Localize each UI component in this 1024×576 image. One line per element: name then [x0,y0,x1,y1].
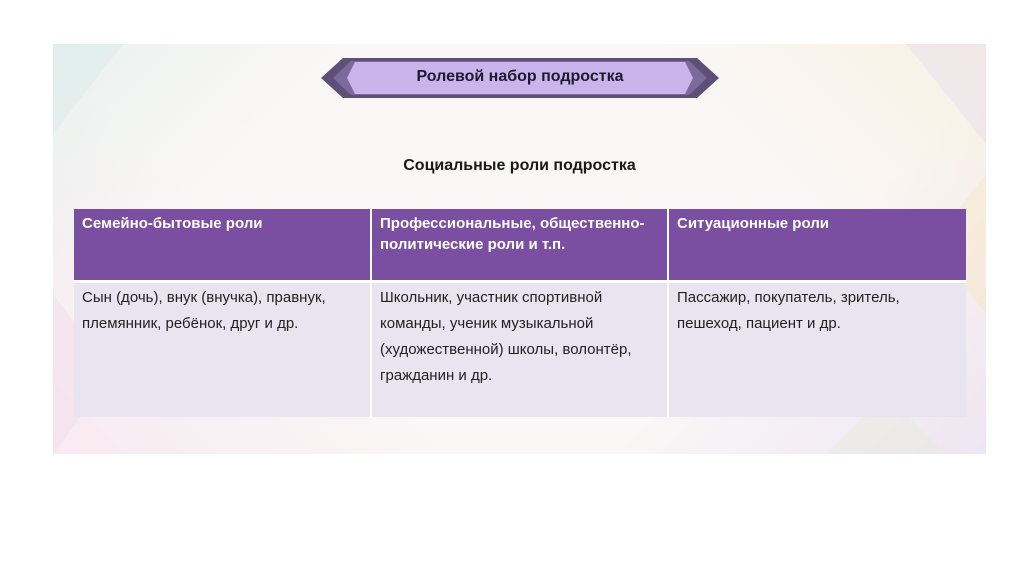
table-caption: Социальные роли подростка [403,157,636,174]
cell-professional-roles: Школьник, участник спортивной команды, ученик музыкальной (художественной) школы, волонтёр, гражданин и др. [371,281,668,417]
table-row [74,281,966,417]
cell-family-roles: Сын (дочь), внук (внучка), правнук, племянник, ребёнок, друг и др. [74,281,371,417]
header-professional-roles: Профессиональные, общественно-политические роли и т.п. [371,209,668,281]
slide-title: Ролевой набор подростка [416,68,624,85]
decor-triangle [53,44,123,134]
cell-situational-roles: Пассажир, покупатель, зритель, пешеход, пациент и др. [668,281,966,417]
decor-triangle [906,44,986,144]
header-family-roles: Семейно-бытовые роли [74,209,371,281]
title-banner [321,58,719,98]
header-situational-roles: Ситуационные роли [668,209,966,281]
slide [53,44,986,454]
table-header-row [74,209,966,281]
roles-table [74,209,966,417]
